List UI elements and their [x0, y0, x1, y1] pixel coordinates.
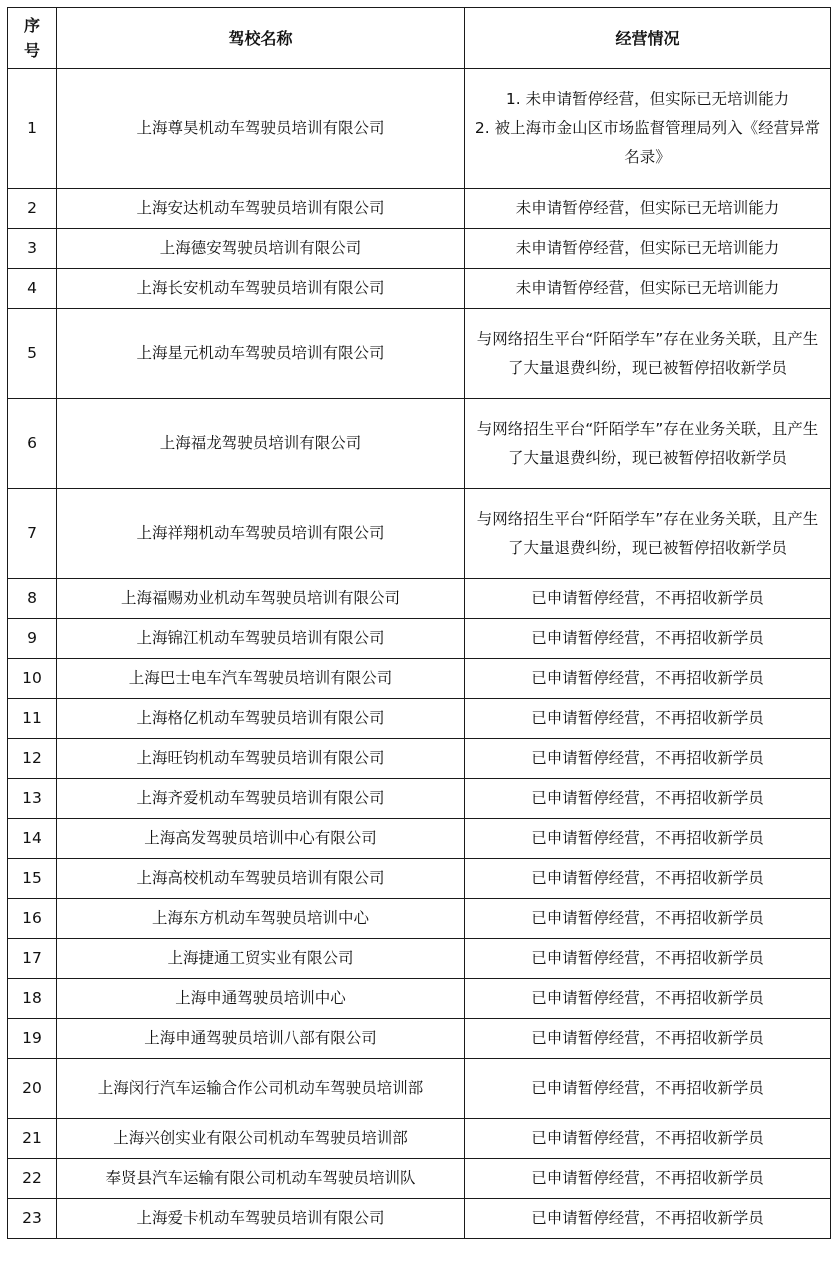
operation-status: 已申请暂停经营，不再招收新学员 [465, 899, 831, 939]
row-number: 13 [8, 779, 57, 819]
school-name: 上海福龙驾驶员培训有限公司 [57, 399, 465, 489]
row-number: 19 [8, 1019, 57, 1059]
school-name: 上海爱卡机动车驾驶员培训有限公司 [57, 1199, 465, 1239]
row-number: 14 [8, 819, 57, 859]
row-number: 2 [8, 189, 57, 229]
table-row [8, 69, 831, 189]
header-school-name: 驾校名称 [57, 8, 465, 69]
school-name: 上海尊昊机动车驾驶员培训有限公司 [57, 69, 465, 189]
header-row [8, 8, 831, 69]
operation-status: 已申请暂停经营，不再招收新学员 [465, 1199, 831, 1239]
school-name: 上海格亿机动车驾驶员培训有限公司 [57, 699, 465, 739]
row-number: 1 [8, 69, 57, 189]
operation-status: 已申请暂停经营，不再招收新学员 [465, 779, 831, 819]
table-row [8, 229, 831, 269]
operation-status: 已申请暂停经营，不再招收新学员 [465, 739, 831, 779]
table-row [8, 399, 831, 489]
school-name: 上海锦江机动车驾驶员培训有限公司 [57, 619, 465, 659]
row-number: 5 [8, 309, 57, 399]
row-number: 15 [8, 859, 57, 899]
operation-status: 已申请暂停经营，不再招收新学员 [465, 659, 831, 699]
operation-status: 与网络招生平台“阡陌学车”存在业务关联，且产生了大量退费纠纷，现已被暂停招收新学员 [465, 399, 831, 489]
operation-status: 已申请暂停经营，不再招收新学员 [465, 1059, 831, 1119]
row-number: 23 [8, 1199, 57, 1239]
school-name: 上海捷通工贸实业有限公司 [57, 939, 465, 979]
header-seq-line2: 号 [23, 41, 40, 60]
table-row [8, 659, 831, 699]
row-number: 9 [8, 619, 57, 659]
row-number: 10 [8, 659, 57, 699]
operation-status: 已申请暂停经营，不再招收新学员 [465, 1019, 831, 1059]
school-name: 上海巴士电车汽车驾驶员培训有限公司 [57, 659, 465, 699]
operation-status: 已申请暂停经营，不再招收新学员 [465, 819, 831, 859]
school-name: 上海长安机动车驾驶员培训有限公司 [57, 269, 465, 309]
table-row [8, 1019, 831, 1059]
school-name: 上海高发驾驶员培训中心有限公司 [57, 819, 465, 859]
table-row [8, 189, 831, 229]
table-row [8, 579, 831, 619]
row-number: 18 [8, 979, 57, 1019]
school-name: 上海安达机动车驾驶员培训有限公司 [57, 189, 465, 229]
header-seq [8, 8, 57, 69]
school-name: 上海兴创实业有限公司机动车驾驶员培训部 [57, 1119, 465, 1159]
table-row [8, 859, 831, 899]
school-name: 奉贤县汽车运输有限公司机动车驾驶员培训队 [57, 1159, 465, 1199]
operation-status: 已申请暂停经营，不再招收新学员 [465, 699, 831, 739]
operation-status: 已申请暂停经营，不再招收新学员 [465, 939, 831, 979]
operation-status: 已申请暂停经营，不再招收新学员 [465, 619, 831, 659]
row-number: 3 [8, 229, 57, 269]
table-row [8, 1199, 831, 1239]
table-row [8, 699, 831, 739]
table-header [8, 8, 831, 69]
school-name: 上海旺钧机动车驾驶员培训有限公司 [57, 739, 465, 779]
row-number: 8 [8, 579, 57, 619]
school-name: 上海申通驾驶员培训八部有限公司 [57, 1019, 465, 1059]
header-seq-line1: 序 [23, 16, 40, 35]
table-row [8, 309, 831, 399]
table-row [8, 489, 831, 579]
school-name: 上海德安驾驶员培训有限公司 [57, 229, 465, 269]
table-row [8, 1159, 831, 1199]
school-name: 上海东方机动车驾驶员培训中心 [57, 899, 465, 939]
operation-status: 已申请暂停经营，不再招收新学员 [465, 859, 831, 899]
row-number: 17 [8, 939, 57, 979]
table-container [7, 7, 831, 1239]
table-row [8, 739, 831, 779]
school-name: 上海申通驾驶员培训中心 [57, 979, 465, 1019]
table-row [8, 1059, 831, 1119]
table-row [8, 979, 831, 1019]
operation-status: 已申请暂停经营，不再招收新学员 [465, 1159, 831, 1199]
operation-status: 与网络招生平台“阡陌学车”存在业务关联，且产生了大量退费纠纷，现已被暂停招收新学员 [465, 309, 831, 399]
school-name: 上海祥翔机动车驾驶员培训有限公司 [57, 489, 465, 579]
row-number: 21 [8, 1119, 57, 1159]
row-number: 4 [8, 269, 57, 309]
table-body [8, 69, 831, 1239]
status-item: 1. 未申请暂停经营，但实际已无培训能力 [505, 90, 790, 108]
table-row [8, 939, 831, 979]
row-number: 22 [8, 1159, 57, 1199]
row-number: 7 [8, 489, 57, 579]
operation-status: 已申请暂停经营，不再招收新学员 [465, 979, 831, 1019]
table-row [8, 779, 831, 819]
operation-status: 与网络招生平台“阡陌学车”存在业务关联，且产生了大量退费纠纷，现已被暂停招收新学员 [465, 489, 831, 579]
operation-status: 已申请暂停经营，不再招收新学员 [465, 579, 831, 619]
driving-school-table [7, 7, 831, 1239]
row-number: 16 [8, 899, 57, 939]
table-row [8, 899, 831, 939]
table-row [8, 1119, 831, 1159]
operation-status: 已申请暂停经营，不再招收新学员 [465, 1119, 831, 1159]
row-number: 6 [8, 399, 57, 489]
school-name: 上海星元机动车驾驶员培训有限公司 [57, 309, 465, 399]
operation-status: 未申请暂停经营，但实际已无培训能力 [465, 189, 831, 229]
table-row [8, 269, 831, 309]
status-item: 2. 被上海市金山区市场监督管理局列入《经营异常名录》 [474, 119, 821, 166]
table-row [8, 819, 831, 859]
operation-status: 未申请暂停经营，但实际已无培训能力 [465, 229, 831, 269]
row-number: 20 [8, 1059, 57, 1119]
row-number: 12 [8, 739, 57, 779]
table-row [8, 619, 831, 659]
school-name: 上海齐爱机动车驾驶员培训有限公司 [57, 779, 465, 819]
school-name: 上海闵行汽车运输合作公司机动车驾驶员培训部 [57, 1059, 465, 1119]
operation-status: 未申请暂停经营，但实际已无培训能力 [465, 269, 831, 309]
operation-status [465, 69, 831, 189]
row-number: 11 [8, 699, 57, 739]
school-name: 上海高校机动车驾驶员培训有限公司 [57, 859, 465, 899]
school-name: 上海福赐劝业机动车驾驶员培训有限公司 [57, 579, 465, 619]
header-operation-status: 经营情况 [465, 8, 831, 69]
